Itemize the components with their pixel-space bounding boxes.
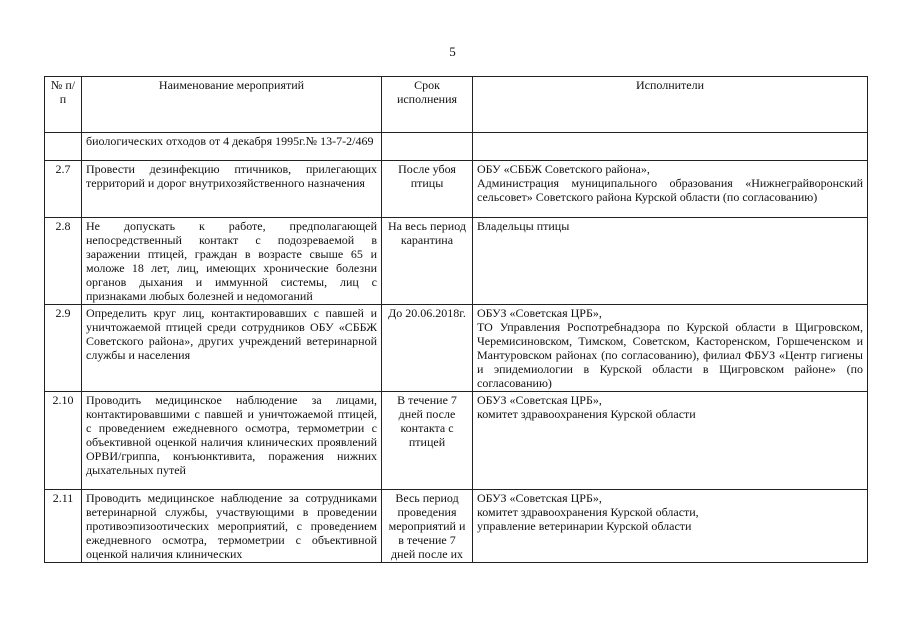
table-row bbox=[45, 218, 868, 305]
row-executors bbox=[473, 490, 868, 563]
row-number: 2.7 bbox=[45, 161, 82, 218]
row-number: 2.8 bbox=[45, 218, 82, 305]
row-measure: Определить круг лиц, контактировавших с павшей и уничтожаемой птицей среди сотрудников ОБУ «СББЖ Советского района», других учреждений ветеринарной службы и населения bbox=[82, 305, 382, 392]
row-executors bbox=[473, 305, 868, 392]
header-executors: Исполнители bbox=[473, 77, 868, 133]
measures-table bbox=[44, 76, 868, 563]
row-term: До 20.06.2018г. bbox=[382, 305, 473, 392]
row-executors bbox=[473, 133, 868, 161]
row-executors bbox=[473, 161, 868, 218]
header-term: Срок исполнения bbox=[382, 77, 473, 133]
executor-line: ОБУ «СББЖ Советского района», bbox=[477, 162, 650, 176]
row-term bbox=[382, 133, 473, 161]
row-term: Весь период проведения мероприятий и в течение 7 дней после их bbox=[382, 490, 473, 563]
table-row bbox=[45, 392, 868, 490]
row-measure: Проводить медицинское наблюдение за сотрудниками ветеринарной службы, участвующими в проведении противоэпизоотических мероприятий, с проведением ежедневного осмотра, термометрии с объективной оценкой наличия клинических bbox=[82, 490, 382, 563]
table-header-row bbox=[45, 77, 868, 133]
header-number: № п/п bbox=[45, 77, 82, 133]
table-row bbox=[45, 490, 868, 563]
row-number: 2.9 bbox=[45, 305, 82, 392]
row-number bbox=[45, 133, 82, 161]
executor-line: Администрация муниципального образования «Нижнеграйворонский сельсовет» Советского района Курской области (по согласованию) bbox=[477, 176, 863, 204]
table-row bbox=[45, 305, 868, 392]
row-term: В течение 7 дней после контакта с птицей bbox=[382, 392, 473, 490]
row-executors bbox=[473, 392, 868, 490]
executor-line: ОБУЗ «Советская ЦРБ», bbox=[477, 491, 602, 505]
executor-line: ТО Управления Роспотребнадзора по Курской области в Щигровском, Черемисиновском, Тимском, Советском, Касторенском, Горшеченском и Мантуровском районах (по согласованию), филиал ФБУЗ «Центр гигиены и эпидемиологии в Курской области в Щигровском районе» (по согласованию) bbox=[477, 320, 863, 390]
row-measure: Не допускать к работе, предполагающей непосредственный контакт с подозреваемой в заражении птицей, граждан в возрасте свыше 65 и моложе 18 лет, лиц, имеющих хронические болезни органов дыхания и иммунной системы, лиц с признаками любых болезней и недомоганий bbox=[82, 218, 382, 305]
table-row bbox=[45, 161, 868, 218]
header-name: Наименование мероприятий bbox=[82, 77, 382, 133]
executor-line: комитет здравоохранения Курской области bbox=[477, 407, 696, 421]
executor-line: ОБУЗ «Советская ЦРБ», bbox=[477, 393, 602, 407]
row-number: 2.10 bbox=[45, 392, 82, 490]
row-term: После убоя птицы bbox=[382, 161, 473, 218]
row-measure: Провести дезинфекцию птичников, прилегающих территорий и дорог внутрихозяйственного назначения bbox=[82, 161, 382, 218]
row-term: На весь период карантина bbox=[382, 218, 473, 305]
row-measure: биологических отходов от 4 декабря 1995г.№ 13-7-2/469 bbox=[82, 133, 382, 161]
table-row bbox=[45, 133, 868, 161]
executor-line: комитет здравоохранения Курской области, bbox=[477, 505, 699, 519]
row-executors bbox=[473, 218, 868, 305]
page-number: 5 bbox=[449, 44, 456, 59]
executor-line: ОБУЗ «Советская ЦРБ», bbox=[477, 306, 602, 320]
executor-line: управление ветеринарии Курской области bbox=[477, 519, 692, 533]
executor-line: Владельцы птицы bbox=[477, 219, 570, 233]
row-number: 2.11 bbox=[45, 490, 82, 563]
row-measure: Проводить медицинское наблюдение за лицами, контактировавшими с павшей и уничтожаемой птицей, с проведением ежедневного осмотра, термометрии с объективной оценкой наличия клинических проявлений ОРВИ/гриппа, конъюнктивита, поражения нижних дыхательных путей bbox=[82, 392, 382, 490]
